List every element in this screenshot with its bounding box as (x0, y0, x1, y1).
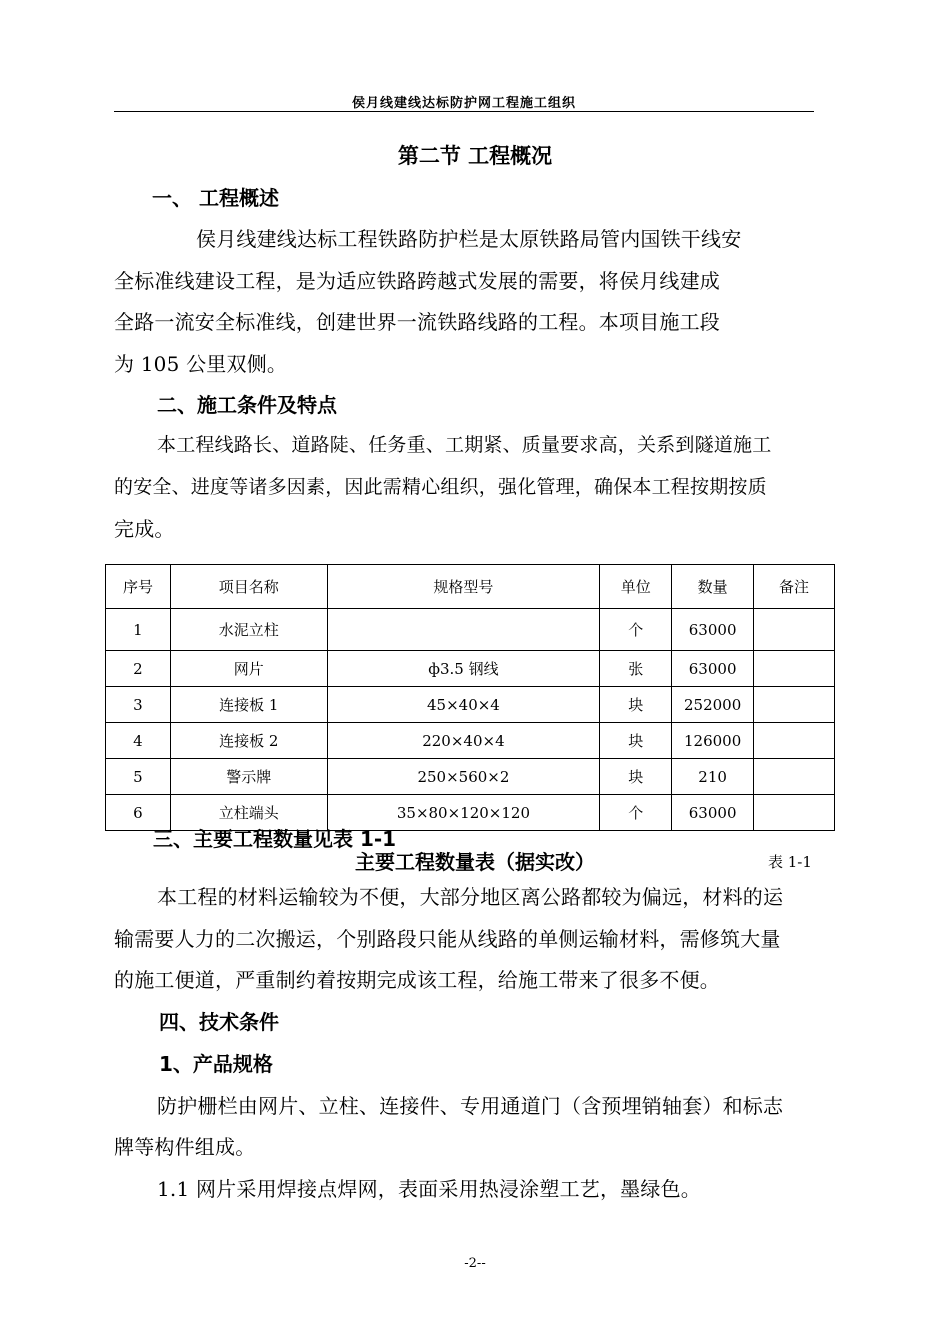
paragraph-line: 1.1 网片采用焊接点焊网，表面采用热浸涂塑工艺，墨绿色。 (157, 1177, 701, 1201)
paragraph-line: 防护栅栏由网片、立柱、连接件、专用通道门（含预埋销轴套）和标志 (157, 1094, 784, 1118)
paragraph-line: 牌等构件组成。 (114, 1135, 256, 1159)
heading-overview: 一、 工程概述 (152, 186, 279, 210)
table-cell (754, 759, 835, 795)
table-cell: 2 (106, 651, 171, 687)
paragraph-line: 为 105 公里双侧。 (114, 352, 288, 376)
table-cell: 块 (600, 687, 672, 723)
table-cell: 3 (106, 687, 171, 723)
table-cell: 220×40×4 (327, 723, 600, 759)
table-cell: 块 (600, 723, 672, 759)
heading-quantities: 三、主要工程数量见表 1-1 (153, 827, 397, 851)
paragraph-line: 完成。 (114, 517, 175, 541)
table-cell: 块 (600, 759, 672, 795)
table-cell: 126000 (672, 723, 754, 759)
paragraph-line: 输需要人力的二次搬运，个别路段只能从线路的单侧运输材料，需修筑大量 (114, 927, 781, 951)
page-number: -2-- (464, 1256, 486, 1271)
column-header: 规格型号 (327, 565, 600, 609)
table-cell: 6 (106, 795, 171, 831)
running-header: 侯月线建线达标防护网工程施工组织 (351, 96, 576, 111)
table-row (106, 723, 835, 759)
table-cell (754, 609, 835, 651)
table-row (106, 687, 835, 723)
table-cell: 252000 (672, 687, 754, 723)
table-cell (754, 687, 835, 723)
table-cell: 210 (672, 759, 754, 795)
table-cell: 35×80×120×120 (327, 795, 600, 831)
table-header-row (106, 565, 835, 609)
table-cell: 5 (106, 759, 171, 795)
column-header: 项目名称 (170, 565, 327, 609)
table-number: 表 1-1 (768, 853, 812, 871)
table-cell: 警示牌 (170, 759, 327, 795)
paragraph-line: 本工程线路长、道路陡、任务重、工期紧、质量要求高，关系到隧道施工 (157, 434, 772, 456)
table-cell: ф3.5 钢线 (327, 651, 600, 687)
table-cell: 1 (106, 609, 171, 651)
table-row (106, 609, 835, 651)
heading-product-spec: 1、产品规格 (159, 1052, 273, 1076)
column-header: 单位 (600, 565, 672, 609)
paragraph-line: 全标准线建设工程，是为适应铁路跨越式发展的需要，将侯月线建成 (114, 269, 720, 293)
table-cell: 水泥立柱 (170, 609, 327, 651)
table-cell (327, 609, 600, 651)
table-row (106, 651, 835, 687)
table-caption: 主要工程数量表（据实改） (355, 850, 595, 874)
table-cell (754, 651, 835, 687)
column-header: 备注 (754, 565, 835, 609)
table-cell: 63000 (672, 795, 754, 831)
table-cell: 250×560×2 (327, 759, 600, 795)
table-cell: 张 (600, 651, 672, 687)
header-rule (114, 111, 814, 112)
heading-technical: 四、技术条件 (159, 1010, 279, 1034)
table-cell: 网片 (170, 651, 327, 687)
paragraph-line: 的施工便道，严重制约着按期完成该工程，给施工带来了很多不便。 (114, 968, 720, 992)
quantity-table (105, 564, 835, 831)
column-header: 序号 (106, 565, 171, 609)
paragraph-line: 全路一流安全标准线，创建世界一流铁路线路的工程。本项目施工段 (114, 310, 720, 334)
table-cell: 立柱端头 (170, 795, 327, 831)
table-row (106, 759, 835, 795)
column-header: 数量 (672, 565, 754, 609)
table-cell: 63000 (672, 609, 754, 651)
section-title: 第二节 工程概况 (397, 144, 553, 168)
table-cell: 45×40×4 (327, 687, 600, 723)
table-cell: 个 (600, 609, 672, 651)
heading-conditions: 二、施工条件及特点 (157, 393, 337, 417)
table-cell (754, 795, 835, 831)
table-cell: 63000 (672, 651, 754, 687)
table-cell: 个 (600, 795, 672, 831)
table-cell: 4 (106, 723, 171, 759)
table-cell (754, 723, 835, 759)
paragraph-line: 侯月线建线达标工程铁路防护栏是太原铁路局管内国铁干线安 (196, 227, 742, 251)
table-cell: 连接板 2 (170, 723, 327, 759)
paragraph-line: 本工程的材料运输较为不便，大部分地区离公路都较为偏远，材料的运 (157, 885, 784, 909)
table-cell: 连接板 1 (170, 687, 327, 723)
paragraph-line: 的安全、进度等诸多因素，因此需精心组织，强化管理，确保本工程按期按质 (114, 476, 767, 498)
